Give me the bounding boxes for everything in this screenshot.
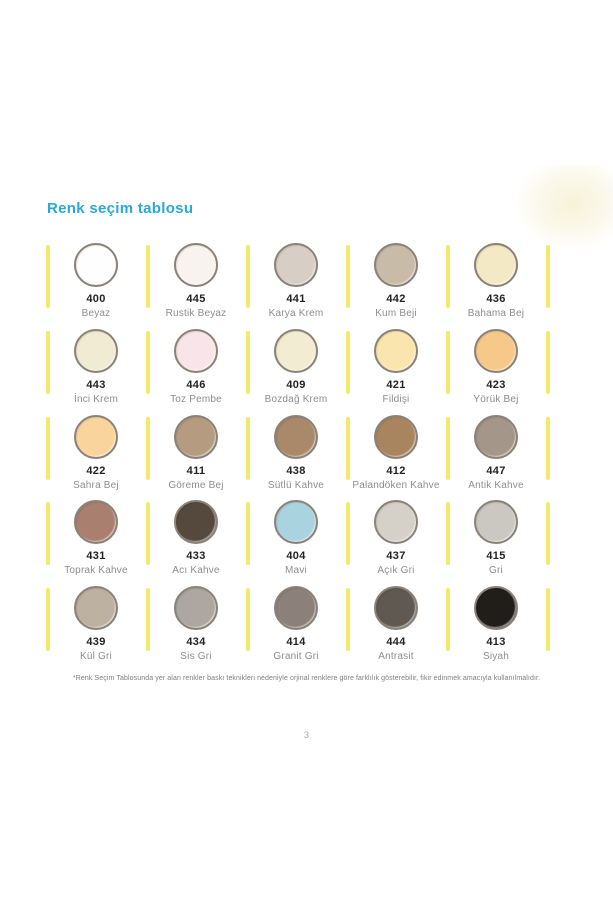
color-name: Toprak Kahve — [64, 565, 128, 577]
color-code: 422 — [86, 464, 106, 477]
color-code: 437 — [386, 550, 406, 563]
color-code: 409 — [286, 378, 306, 391]
column-divider-bar — [46, 417, 50, 480]
swatch-cell-409 — [246, 327, 346, 413]
swatch-cell-447 — [446, 413, 546, 499]
color-code: 447 — [486, 464, 506, 477]
color-name: Palandöken Kahve — [352, 479, 440, 491]
swatch-row — [46, 498, 552, 584]
color-code: 436 — [486, 293, 506, 305]
swatch-cell-433 — [146, 498, 246, 584]
swatch-cell-412 — [346, 413, 446, 499]
column-divider-bar — [246, 245, 250, 308]
faded-yellow-decoration — [515, 165, 613, 250]
swatch-cell-442 — [346, 241, 446, 327]
color-name: Bahama Bej — [467, 308, 525, 319]
color-name: Siyah — [482, 651, 509, 663]
color-swatch-circle — [474, 243, 518, 287]
column-divider-bar — [546, 331, 550, 394]
color-code: 434 — [186, 636, 206, 649]
column-divider-bar — [546, 245, 550, 308]
color-code: 423 — [486, 378, 506, 391]
color-code: 404 — [286, 550, 306, 563]
color-swatch-circle — [174, 500, 218, 544]
swatch-cell-400 — [46, 241, 146, 327]
swatch-cell-441 — [246, 241, 346, 327]
color-name: İnci Krem — [73, 393, 119, 405]
column-divider-bar — [146, 417, 150, 480]
column-divider-bar — [346, 502, 350, 565]
color-name: Granit Gri — [273, 651, 319, 663]
column-divider-bar — [546, 588, 550, 651]
color-code: 441 — [286, 293, 306, 305]
swatch-cell-431 — [46, 498, 146, 584]
color-swatch-circle — [274, 500, 318, 544]
swatch-cell-446 — [146, 327, 246, 413]
column-divider-bar — [346, 245, 350, 308]
swatch-cell-436 — [446, 241, 546, 327]
color-name: Rustik Beyaz — [165, 308, 227, 319]
color-swatch-circle — [74, 500, 118, 544]
swatch-cell-411 — [146, 413, 246, 499]
color-code: 413 — [486, 636, 506, 649]
color-code: 442 — [386, 293, 406, 305]
color-code: 446 — [186, 378, 206, 391]
color-code: 421 — [386, 378, 406, 391]
column-divider-bar — [346, 588, 350, 651]
column-divider-bar — [446, 417, 450, 480]
swatch-cell-415 — [446, 498, 546, 584]
column-divider-bar — [46, 245, 50, 308]
column-divider-bar — [346, 331, 350, 394]
color-name: Acı Kahve — [172, 565, 220, 577]
swatch-row — [46, 327, 552, 413]
color-code: 400 — [86, 293, 106, 305]
column-divider-bar — [446, 245, 450, 308]
color-code: 444 — [386, 636, 406, 649]
swatch-cell-438 — [246, 413, 346, 499]
column-divider-bar — [46, 502, 50, 565]
color-swatch-grid — [46, 241, 552, 670]
color-name: Antik Kahve — [468, 479, 524, 491]
color-name: Toz Pembe — [170, 393, 222, 405]
swatch-cell-421 — [346, 327, 446, 413]
color-name: Fildişi — [382, 393, 410, 405]
column-divider-bar — [546, 417, 550, 480]
swatch-cell-434 — [146, 584, 246, 670]
color-swatch-circle — [174, 586, 218, 630]
color-code: 438 — [286, 464, 306, 477]
color-swatch-circle — [274, 415, 318, 459]
color-swatch-circle — [474, 415, 518, 459]
color-code: 445 — [186, 293, 206, 305]
color-swatch-circle — [474, 586, 518, 630]
swatch-cell-413 — [446, 584, 546, 670]
color-code: 412 — [386, 464, 406, 477]
column-divider-bar — [146, 245, 150, 308]
color-swatch-circle — [74, 243, 118, 287]
swatch-cell-404 — [246, 498, 346, 584]
color-name: Bozdağ Krem — [264, 393, 328, 405]
color-swatch-circle — [174, 329, 218, 373]
color-name: Sahra Bej — [73, 479, 119, 491]
swatch-cell-443 — [46, 327, 146, 413]
color-code: 414 — [286, 636, 306, 649]
column-divider-bar — [446, 331, 450, 394]
color-swatch-circle — [374, 329, 418, 373]
column-divider-bar — [346, 417, 350, 480]
color-swatch-circle — [174, 243, 218, 287]
column-divider-bar — [546, 502, 550, 565]
swatch-cell-439 — [46, 584, 146, 670]
column-divider-bar — [446, 588, 450, 651]
color-name: Göreme Bej — [168, 479, 224, 491]
color-name: Sütlü Kahve — [267, 479, 325, 491]
swatch-cell-414 — [246, 584, 346, 670]
color-swatch-circle — [374, 415, 418, 459]
column-divider-bar — [146, 331, 150, 394]
column-divider-bar — [146, 502, 150, 565]
color-name: Kum Beji — [375, 308, 417, 319]
column-divider-bar — [246, 588, 250, 651]
color-name: Antrasit — [378, 651, 414, 663]
swatch-cell-437 — [346, 498, 446, 584]
page-title: Renk seçim tablosu — [47, 200, 194, 217]
swatch-cell-445 — [146, 241, 246, 327]
color-code: 433 — [186, 550, 206, 563]
column-divider-bar — [46, 588, 50, 651]
swatch-cell-423 — [446, 327, 546, 413]
color-swatch-circle — [374, 243, 418, 287]
swatch-cell-422 — [46, 413, 146, 499]
page-number: 3 — [303, 730, 309, 740]
color-name: Mavi — [285, 565, 307, 577]
color-code: 431 — [86, 550, 106, 563]
color-name: Kül Gri — [80, 651, 112, 663]
color-name: Yörük Bej — [473, 393, 519, 405]
color-name: Karya Krem — [268, 308, 324, 319]
column-divider-bar — [46, 331, 50, 394]
color-swatch-circle — [174, 415, 218, 459]
swatch-row — [46, 241, 552, 327]
color-name: Beyaz — [81, 308, 111, 319]
color-swatch-circle — [474, 329, 518, 373]
swatch-row — [46, 584, 552, 670]
color-swatch-circle — [74, 415, 118, 459]
color-code: 439 — [86, 636, 106, 649]
color-swatch-circle — [374, 500, 418, 544]
color-code: 415 — [486, 550, 506, 563]
color-swatch-circle — [474, 500, 518, 544]
column-divider-bar — [146, 588, 150, 651]
color-swatch-circle — [274, 329, 318, 373]
column-divider-bar — [446, 502, 450, 565]
color-name: Gri — [489, 565, 503, 577]
swatch-cell-444 — [346, 584, 446, 670]
column-divider-bar — [246, 502, 250, 565]
color-swatch-circle — [74, 586, 118, 630]
color-name: Sis Gri — [180, 651, 212, 663]
color-name: Açık Gri — [377, 565, 415, 577]
column-divider-bar — [246, 417, 250, 480]
swatch-row — [46, 413, 552, 499]
color-swatch-circle — [274, 586, 318, 630]
color-swatch-circle — [274, 243, 318, 287]
color-swatch-circle — [374, 586, 418, 630]
column-divider-bar — [246, 331, 250, 394]
color-code: 443 — [86, 378, 106, 391]
footnote-disclaimer: *Renk Seçim Tablosunda yer alan renkler baskı teknikleri nedeniyle orjinal renklere göre farklılık gösterebilir, fikir edinmek amacıyla kullanılmalıdır. — [72, 675, 541, 682]
color-swatch-circle — [74, 329, 118, 373]
color-code: 411 — [186, 464, 206, 477]
